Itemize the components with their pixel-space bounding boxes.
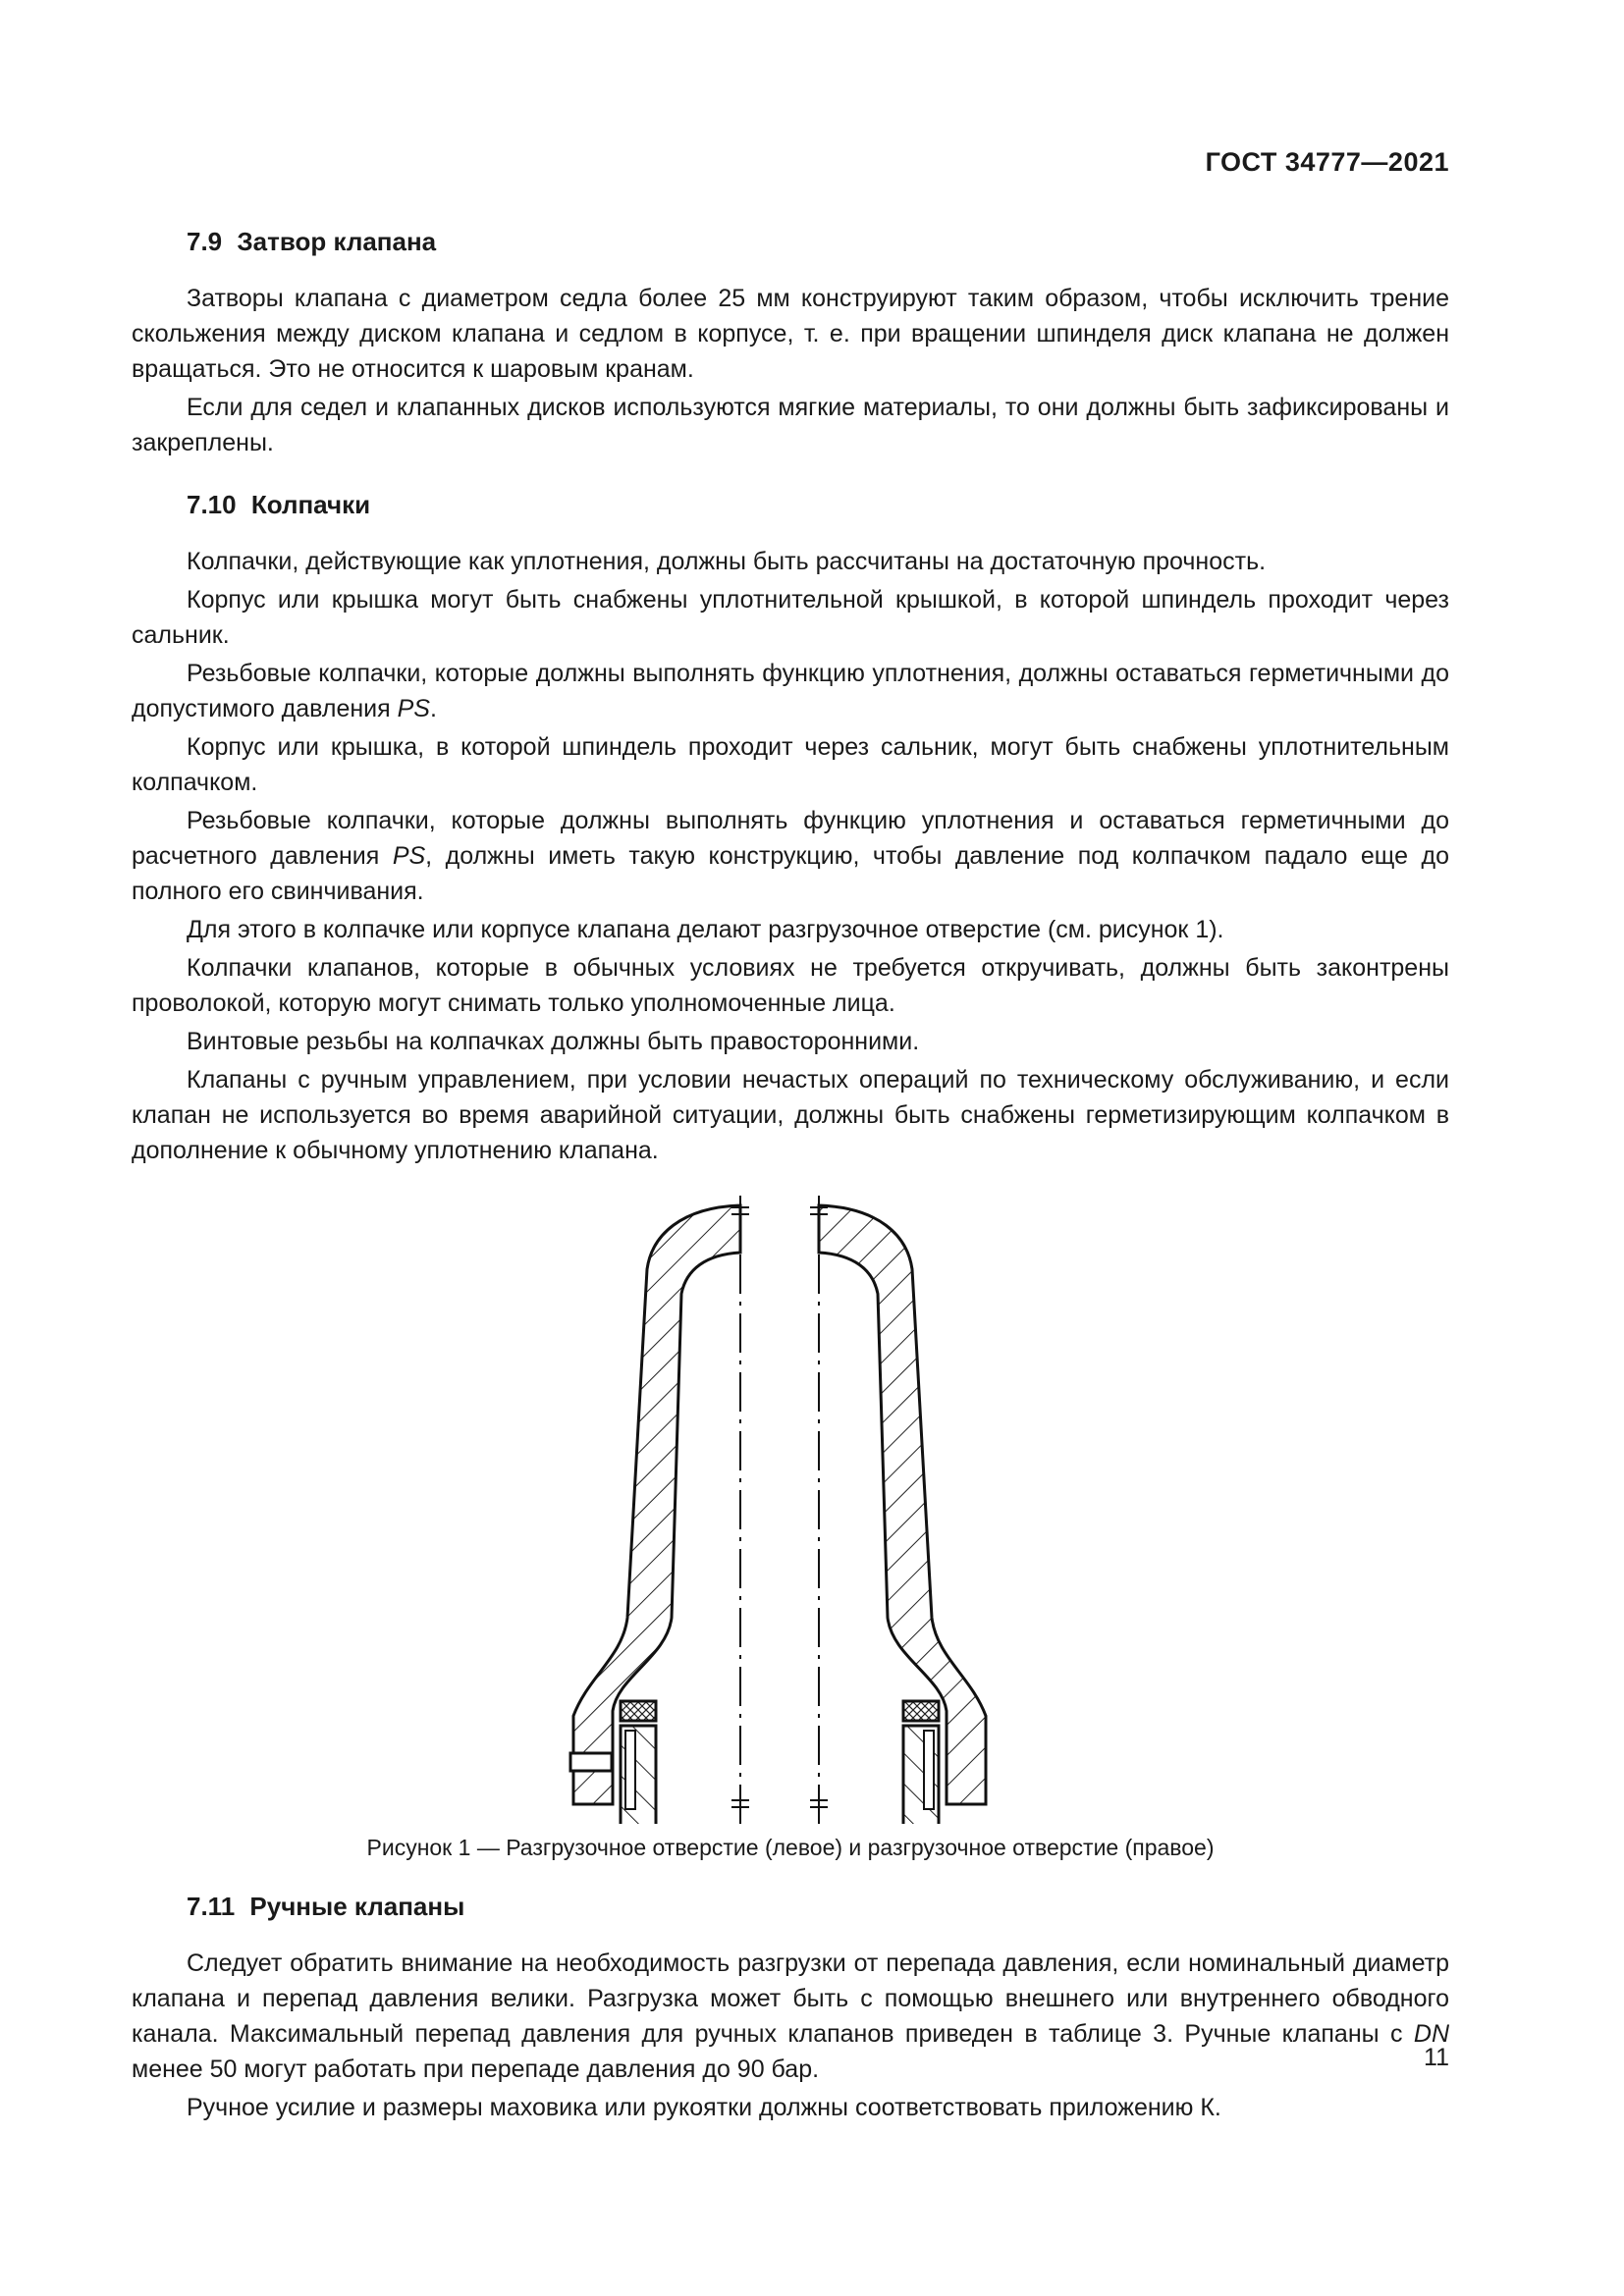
paragraph: Следует обратить внимание на необходимость разгрузки от перепада давления, если номинальный диаметр клапана и перепад давления велики. Разгрузка может быть с помощью внешнего или внутреннего обводного канала. Максимальный перепад давления для ручных клапанов приведен в таблице 3. Ручные клапаны с DN менее 50 могут работать при перепаде давления до 90 бар. — [132, 1949, 1449, 2083]
section-number: 7.11 — [187, 1892, 236, 1921]
section-heading-7-11 — [132, 1887, 1449, 1926]
figure-1-caption: Рисунок 1 — Разгрузочное отверстие (левое) и разгрузочное отверстие (правое) — [366, 1835, 1215, 1860]
section-heading-7-9 — [132, 222, 1449, 261]
section-heading-7-10 — [132, 485, 1449, 524]
right-seal — [903, 1701, 939, 1721]
paragraph: Колпачки, действующие как уплотнения, должны быть рассчитаны на достаточную прочность. — [187, 548, 1267, 575]
paragraph: Для этого в колпачке или корпусе клапана делают разгрузочное отверстие (см. рисунок 1). — [187, 916, 1224, 943]
page-number: 11 — [1424, 2044, 1449, 2071]
break-line-left — [731, 1196, 749, 1824]
paragraph: Резьбовые колпачки, которые должны выполнять функцию уплотнения и оставаться герметичными до расчетного давления PS, должны иметь такую конструкцию, чтобы давление под колпачком падало еще до полного его свинчивания. — [132, 807, 1449, 905]
paragraph: Если для седел и клапанных дисков используются мягкие материалы, то они должны быть зафиксированы и закреплены. — [132, 394, 1449, 456]
paragraph: Клапаны с ручным управлением, при условии нечастых операций по техническому обслуживанию, и если клапан не используется во время аварийной ситуации, должны быть снабжены герметизирующим колпачком в дополнение к обычному уплотнению клапана. — [132, 1066, 1449, 1164]
left-relief-hole — [570, 1753, 612, 1771]
symbol-ps: PS — [392, 842, 426, 870]
document-code-header: ГОСТ 34777—2021 — [1205, 147, 1449, 177]
break-line-right — [810, 1196, 828, 1824]
paragraph: Резьбовые колпачки, которые должны выполнять функцию уплотнения, должны оставаться герметичными до допустимого давления PS. — [132, 660, 1449, 722]
section-title: Затвор клапана — [237, 227, 437, 256]
symbol-ps: PS — [397, 695, 430, 722]
left-seal — [621, 1701, 656, 1721]
section-title: Ручные клапаны — [249, 1892, 465, 1921]
paragraph: Ручное усилие и размеры маховика или рукоятки должны соответствовать приложению К. — [187, 2094, 1221, 2121]
paragraph: Колпачки клапанов, которые в обычных условиях не требуется откручивать, должны быть законтрены проволокой, которую могут снимать только уполномоченные лица. — [132, 954, 1449, 1017]
paragraph: Затворы клапана с диаметром седла более 25 мм конструируют таким образом, чтобы исключить трение скольжения между диском клапана и седлом в корпусе, т. е. при вращении шпинделя диск клапана не должен вращаться. Это не относится к шаровым кранам. — [132, 285, 1449, 383]
figure-1-cap-relief-hole — [132, 1196, 1449, 1824]
right-relief-slot — [924, 1731, 934, 1809]
paragraph: Корпус или крышка могут быть снабжены уплотнительной крышкой, в которой шпиндель проходит через сальник. — [132, 586, 1449, 649]
page-content — [132, 222, 1449, 2128]
section-number: 7.9 — [187, 227, 223, 256]
section-number: 7.10 — [187, 490, 237, 519]
section-title: Колпачки — [250, 490, 371, 519]
paragraph: Корпус или крышка, в которой шпиндель проходит через сальник, могут быть снабжены уплотнительным колпачком. — [132, 733, 1449, 796]
cap-cross-section-drawing — [132, 1196, 1449, 1824]
paragraph: Винтовые резьбы на колпачках должны быть правосторонними. — [187, 1028, 920, 1055]
symbol-dn: DN — [1413, 2020, 1449, 2048]
